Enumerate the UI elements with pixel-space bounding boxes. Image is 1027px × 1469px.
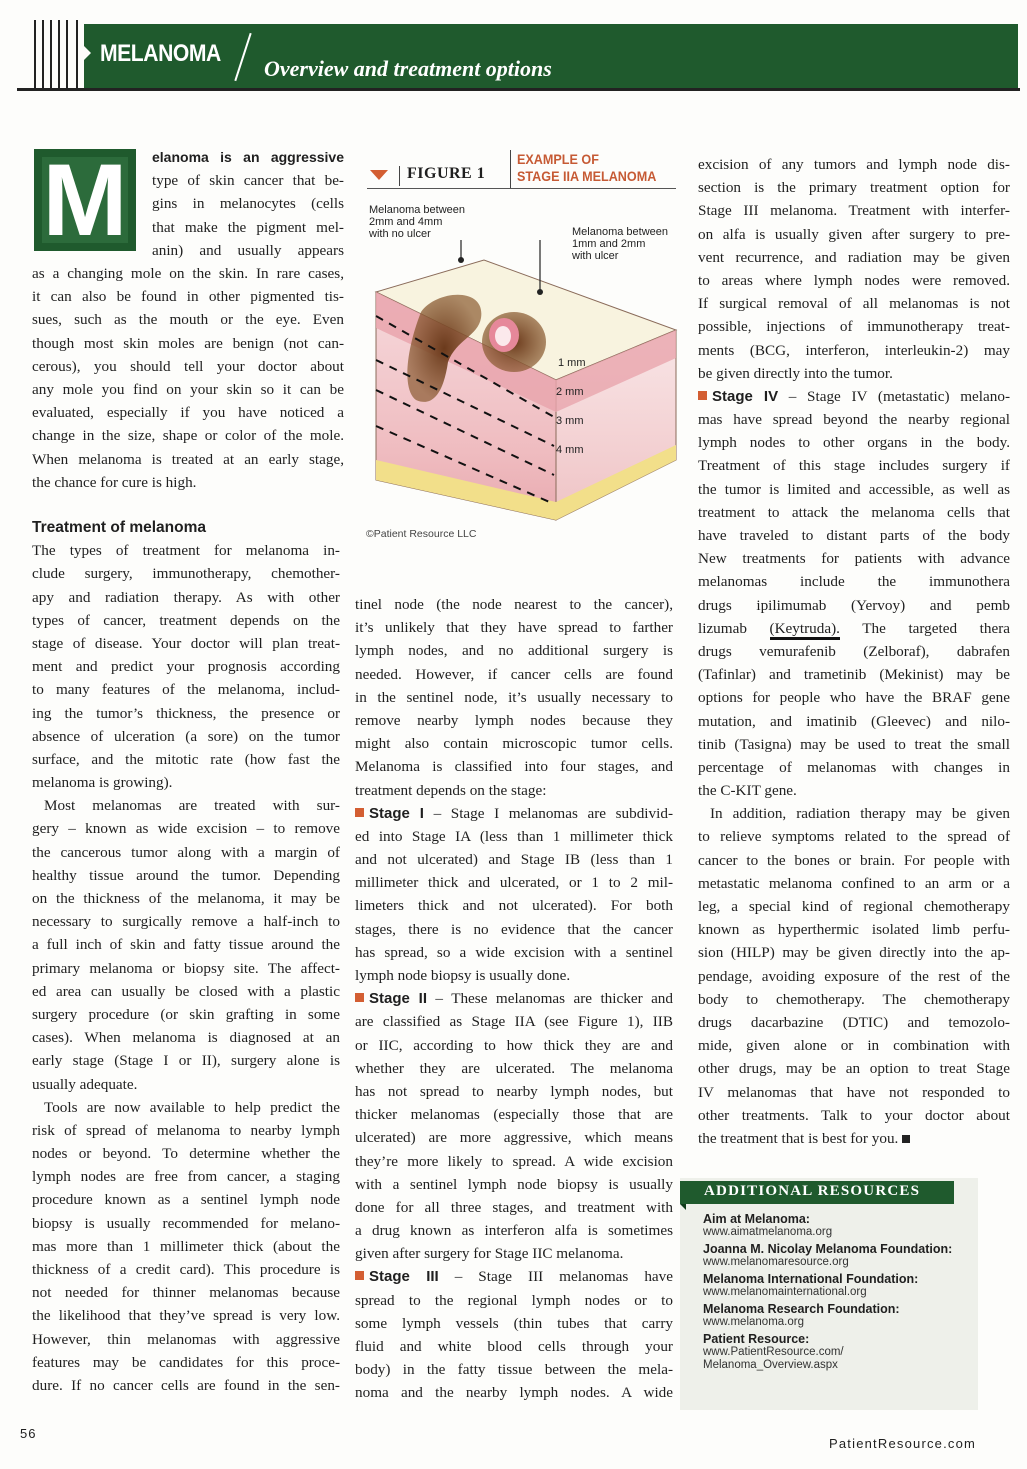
body-line: cases). When melanoma is diagnosed at an <box>32 1029 340 1047</box>
intro-line: When melanoma is treated at an early stage, <box>32 450 344 468</box>
callout-dot <box>537 289 543 295</box>
depth-label: 4 mm <box>556 444 584 456</box>
body-line: it’s unlikely that they have spread to farther <box>355 619 673 637</box>
intro-line: any mole you find on your skin so it can be <box>32 380 344 398</box>
drop-cap: M <box>34 149 136 251</box>
body-line: The types of treatment for melanoma in- <box>32 542 340 560</box>
body-line: gery – known as wide excision – to remove <box>32 820 340 838</box>
callout-text: with ulcer <box>572 250 619 262</box>
intro-line: type of skin cancer that be- <box>152 172 344 190</box>
body-line: biopsy is usually recommended for melano- <box>32 1214 340 1232</box>
body-line: not needed for thinner melanomas because <box>32 1284 340 1302</box>
body-line: features may be candidates for this proce- <box>32 1353 340 1371</box>
body-line: percentage of melanomas with changes in <box>698 758 1010 776</box>
resource-link[interactable]: www.aimatmelanoma.org <box>703 1226 833 1238</box>
body-line: mide, given alone or in combination with <box>698 1037 1010 1055</box>
intro-line: the chance for cure is high. <box>32 473 197 491</box>
body-line: millimeter thick and ulcerated, or 1 to 2 mil- <box>355 874 673 892</box>
resource-link[interactable]: www.PatientResource.com/ <box>703 1346 844 1358</box>
callout-text: 2mm and 4mm <box>369 216 443 228</box>
intro-side <box>152 146 344 262</box>
body-line: usually adequate. <box>32 1075 138 1093</box>
intro-line: elanoma is an aggressive <box>152 149 344 165</box>
body-line: are classified as Stage IIA (see Figure 1), IIB <box>355 1013 673 1031</box>
body-line: vent recurrence, and radiation may be given <box>698 248 1010 266</box>
body-line: noma and the nearby lymph nodes. A wide <box>355 1384 673 1402</box>
figure-rule <box>367 188 676 189</box>
skin-cross-section-illustration <box>366 240 680 525</box>
body-line: New treatments for patients with advance <box>698 550 1010 568</box>
body-line: in the sentinel node, it’s usually necessary to <box>355 688 673 706</box>
resource-link[interactable]: Melanoma_Overview.aspx <box>703 1359 838 1371</box>
callout-text: Melanoma between <box>369 204 466 216</box>
intro-line: that make the pigment mel- <box>152 218 344 236</box>
resource-link[interactable]: www.melanomaresource.org <box>703 1256 849 1268</box>
body-line: early stage (Stage I or II), surgery alone is <box>32 1052 340 1070</box>
body-line: given after surgery for Stage IIC melanoma. <box>355 1245 624 1263</box>
stage-label: Stage I <box>369 804 424 822</box>
body-line: lymph nodes to other organs in the body. <box>698 434 1010 452</box>
body-line: limeters thick and not ulcerated). For both <box>355 897 673 915</box>
body-line: body) in the fatty tissue between the mela- <box>355 1361 673 1379</box>
body-line: options for people who have the BRAF gene <box>698 689 1010 707</box>
body-line: mutation, and imatinib (Gleevec) and nilo- <box>698 712 1010 730</box>
section-subtitle: Overview and treatment options <box>264 56 552 81</box>
bullet-square-icon <box>698 391 707 400</box>
body-line: possible, injections of immunotherapy treat- <box>698 318 1010 336</box>
body-line: the tumor is limited and accessible, as well as <box>698 480 1010 498</box>
keytruda-line <box>698 617 1010 640</box>
resources-header <box>680 1181 954 1204</box>
body-line: some lymph vessels (thin tubes that carry <box>355 1314 673 1332</box>
bullet-square-icon <box>355 993 364 1002</box>
body-line: fluid and white blood cells through your <box>355 1338 673 1355</box>
figure-title <box>517 151 656 185</box>
body-line: leg, a special kind of regional chemotherapy <box>698 898 1010 915</box>
callout-pointer <box>436 240 461 258</box>
depth-label: 1 mm <box>558 357 586 369</box>
body-line: other drugs, may be an option to treat Stage <box>698 1060 1010 1078</box>
intro-line: gins in melanocytes (cells <box>152 195 344 213</box>
stage-2-line <box>355 987 673 1010</box>
body-line: has not spread to nearby lymph nodes, but <box>355 1082 673 1100</box>
body-line: Treatment of this stage includes surgery if <box>698 457 1010 475</box>
body-line: thicker melanomas (especially those that are <box>355 1106 673 1124</box>
body-line: done for all three stages, and treatment with <box>355 1198 673 1216</box>
body-line: with a sentinel lymph node biopsy is usually <box>355 1175 673 1193</box>
body-line: types of cancer, treatment depends on the <box>32 611 340 629</box>
callout-right <box>572 226 668 262</box>
body-text: – Stage III melanomas have <box>438 1268 673 1286</box>
body-line: surface, and the mitotic rate (how fast the <box>32 750 340 768</box>
resource-item <box>703 1332 952 1372</box>
body-line: a full inch of skin and fatty tissue around the <box>32 936 340 954</box>
resources-title: ADDITIONAL RESOURCES <box>704 1183 921 1199</box>
body-line: Melanoma is classified into four stages, and <box>355 758 673 776</box>
body-line: needed. However, if cancer cells are found <box>355 665 673 683</box>
body-line: might also contain microscopic tumor cells. <box>355 735 673 753</box>
body-text: – These melanomas are thicker and <box>427 990 673 1008</box>
body-line: to many features of the melanoma, includ- <box>32 681 340 699</box>
figure-title-line: STAGE IIA MELANOMA <box>517 168 657 184</box>
figure-header <box>367 148 676 190</box>
stage-1-line <box>355 802 673 825</box>
stage-4-line <box>698 385 1010 408</box>
footer-site: PatientResource.com <box>829 1436 977 1451</box>
body-line: surgery procedure (or skin grafting in some <box>32 1005 340 1023</box>
body-line: lymph nodes, and no additional surgery is <box>355 642 673 660</box>
body-line: excision of any tumors and lymph node dis- <box>698 156 1010 173</box>
body-line: a drug known as interferon alfa is sometimes <box>355 1222 673 1240</box>
additional-resources-box <box>680 1178 978 1410</box>
section-title: MELANOMA <box>100 40 221 67</box>
body-line: to relieve symptoms related to the spread of <box>698 828 1010 846</box>
body-line: clude surgery, immunotherapy, chemother- <box>32 565 340 583</box>
body-line: remove nearby lymph nodes because they <box>355 711 673 729</box>
callout-text: 1mm and 2mm <box>572 238 646 250</box>
body-line: melanomas include the immunothera <box>698 573 1010 591</box>
body-line: metastatic melanoma confined to an arm or a <box>698 874 1010 892</box>
body-line: thickness of a credit card). This procedure is <box>32 1261 340 1278</box>
body-text: – Stage I melanomas are subdivid- <box>423 804 673 822</box>
body-line: other treatments. Talk to your doctor about <box>698 1106 1010 1124</box>
body-line: drugs vemurafenib (Zelboraf), dabrafen <box>698 642 1010 660</box>
body-line: they’re more likely to spread. A wide excision <box>355 1152 673 1170</box>
body-line: ments (BCG, interferon, interleukin-2) may <box>698 341 1010 359</box>
body-line: ed area can usually be closed with a plastic <box>32 982 340 1000</box>
body-line: to areas where lymph nodes were removed. <box>698 271 1010 289</box>
body-line: ing the tumor’s thickness, the presence or <box>32 704 340 722</box>
body-line: ment and predict your prognosis according <box>32 658 340 676</box>
stage-label: Stage IV <box>712 387 779 405</box>
body-line: Tools are now available to help predict the <box>44 1098 340 1116</box>
body-line: stages, there is no evidence that the cancer <box>355 920 673 938</box>
resources-list <box>703 1212 952 1375</box>
body-line: melanoma is growing). <box>32 774 173 792</box>
end-mark-icon <box>902 1135 910 1143</box>
body-line: drugs dacarbazine (DTIC) and temozolo- <box>698 1013 1010 1031</box>
stage-label: Stage III <box>369 1268 439 1286</box>
body-line: known as hyperthermic isolated limb perfu- <box>698 921 1010 939</box>
body-line: In addition, radiation therapy may be given <box>710 805 1010 823</box>
column-3 <box>698 153 1010 1150</box>
body-line: IV melanomas that have not responded to <box>698 1083 1010 1101</box>
body-line: spread to the regional lymph nodes or to <box>355 1291 673 1309</box>
intro-line: change in the size, shape or color of the mole. <box>32 427 344 445</box>
callout-text: with no ulcer <box>369 228 431 240</box>
body-text: lizumab <box>698 619 770 637</box>
body-line: has spread, so a wide excision with a sentinel <box>355 943 673 961</box>
intro-line: sues, such as the mouth or the eye. Even <box>32 311 344 329</box>
banner-arrow-icon <box>84 46 91 60</box>
resource-link[interactable]: www.melanoma.org <box>703 1316 804 1328</box>
resource-name: Aim at Melanoma: <box>703 1212 810 1226</box>
body-line: drugs ipilimumab (Yervoy) and pemb <box>698 596 1010 614</box>
column-2 <box>355 593 673 1405</box>
resource-name: Melanoma International Foundation: <box>703 1272 919 1286</box>
depth-label: 3 mm <box>556 415 584 427</box>
body-line: the cancerous tumor along with a margin of <box>32 843 340 861</box>
callout-dot <box>458 257 464 263</box>
resource-item <box>703 1212 952 1239</box>
body-line: sion (HILP) may be given directly into the ap- <box>698 944 1010 962</box>
callout-left <box>369 204 465 240</box>
triangle-down-icon <box>370 170 388 180</box>
page-number: 56 <box>20 1426 37 1441</box>
body-line: have traveled to distant parts of the body <box>698 527 1010 544</box>
body-line: cancer to the bones or brain. For people with <box>698 851 1010 869</box>
body-line: the likelihood that they’ve spread is very low. <box>32 1307 340 1325</box>
resource-item <box>703 1272 952 1299</box>
body-line: the C-KIT gene. <box>698 782 797 800</box>
bullet-square-icon <box>355 808 364 817</box>
body-line: lymph nodes are free from cancer, a staging <box>32 1168 340 1186</box>
callout-text: Melanoma between <box>572 226 669 238</box>
section-heading: Treatment of melanoma <box>32 519 206 536</box>
body-line: pendage, avoiding exposure of the rest of the <box>698 967 1010 985</box>
stage-3-line <box>355 1265 673 1288</box>
ulcer-center <box>495 326 511 346</box>
intro-line: it can also be found in other pigmented tis- <box>32 288 344 306</box>
figure-label: FIGURE 1 <box>407 165 486 182</box>
treatment-section <box>32 516 340 1397</box>
body-line: and not ulcerated) and Stage IB (less than 1 <box>355 851 673 869</box>
body-line: healthy tissue around the tumor. Depending <box>32 866 340 884</box>
body-line: However, thin melanomas with aggressive <box>32 1330 340 1348</box>
body-line: primary melanoma or biopsy site. The affect- <box>32 959 340 977</box>
resource-name: Patient Resource: <box>703 1332 810 1346</box>
intro-body <box>32 262 344 494</box>
intro-line: cerous), you should tell your doctor about <box>32 357 344 375</box>
intro-line: as a changing mole on the skin. In rare cases, <box>32 265 344 282</box>
divider <box>510 150 511 188</box>
body-line: be given directly into the tumor. <box>698 364 893 382</box>
body-line: tinel node (the node nearest to the cancer), <box>355 596 673 613</box>
body-line: Most melanomas are treated with sur- <box>44 797 340 815</box>
bullet-square-icon <box>355 1271 364 1280</box>
depth-label: 2 mm <box>556 386 584 398</box>
body-line: Stage III melanoma. Treatment with interfer- <box>698 202 1010 220</box>
body-line: or IIC, according to how thick they are and <box>355 1036 673 1054</box>
resource-name: Joanna M. Nicolay Melanoma Foundation: <box>703 1242 953 1256</box>
resource-item <box>703 1302 952 1329</box>
intro-line: anin) and usually appears <box>152 241 344 259</box>
body-line: treatment depends on the stage: <box>355 781 547 799</box>
body-line: procedure known as a sentinel lymph node <box>32 1191 340 1209</box>
body-line: stage of disease. Your doctor will plan treat- <box>32 634 340 652</box>
body-line: on alfa is usually given after surgery to pre- <box>698 225 1010 243</box>
body-line: body to chemotherapy. The chemotherapy <box>698 990 1010 1008</box>
intro-line: evaluated, especially if you have noticed a <box>32 404 344 422</box>
header-underline <box>17 88 1020 91</box>
figure-title-line: EXAMPLE OF <box>517 151 599 167</box>
body-line: lymph node biopsy is usually done. <box>355 967 571 984</box>
body-line: mas have spread beyond the nearby regional <box>698 411 1010 429</box>
stage-label: Stage II <box>369 990 427 1008</box>
intro-line: though most skin moles are benign (not can- <box>32 334 344 352</box>
final-line <box>698 1127 1010 1150</box>
body-line: dure. If no cancer cells are found in the sen- <box>32 1376 340 1394</box>
body-line: (Tafinlar) and trametinib (Mekinist) may be <box>698 666 1010 684</box>
body-text: The targeted thera <box>839 619 1011 637</box>
body-line: nodes or beyond. To determine whether the <box>32 1145 340 1163</box>
figure-credit: ©Patient Resource LLC <box>366 528 477 540</box>
body-line: necessary to surgically remove a half-inch to <box>32 913 340 931</box>
header-fold <box>680 1204 686 1210</box>
body-line: risk of spread of melanoma to nearby lymph <box>32 1121 340 1139</box>
body-line: If surgical removal of all melanomas is not <box>698 295 1010 313</box>
body-line: apy and radiation therapy. As with other <box>32 588 340 606</box>
body-line: ed into Stage IA (less than 1 millimeter thick <box>355 827 673 845</box>
body-line: tinib (Tasigna) may be used to treat the small <box>698 735 1010 753</box>
body-text: the treatment that is best for you. <box>698 1129 899 1147</box>
body-text: – Stage IV (metastatic) melano- <box>778 387 1011 405</box>
body-line: section is the primary treatment option for <box>698 179 1010 197</box>
body-line: on the thickness of the melanoma, it may be <box>32 890 340 907</box>
body-line: mas more than 1 millimeter thick (about the <box>32 1237 340 1255</box>
divider <box>399 166 400 186</box>
resource-link[interactable]: www.melanomainternational.org <box>703 1286 867 1298</box>
body-line: treatment to attack the melanoma cells that <box>698 503 1010 521</box>
body-line: ulcerated) are more aggressive, which means <box>355 1129 673 1147</box>
header-rule-bars <box>34 20 78 88</box>
body-line: absence of ulceration (a sore) on the tumor <box>32 727 340 745</box>
body-line: whether they are ulcerated. The melanoma <box>355 1059 673 1077</box>
underlined-drug-name: (Keytruda). <box>770 620 840 640</box>
resource-name: Melanoma Research Foundation: <box>703 1302 900 1316</box>
resource-item <box>703 1242 952 1269</box>
